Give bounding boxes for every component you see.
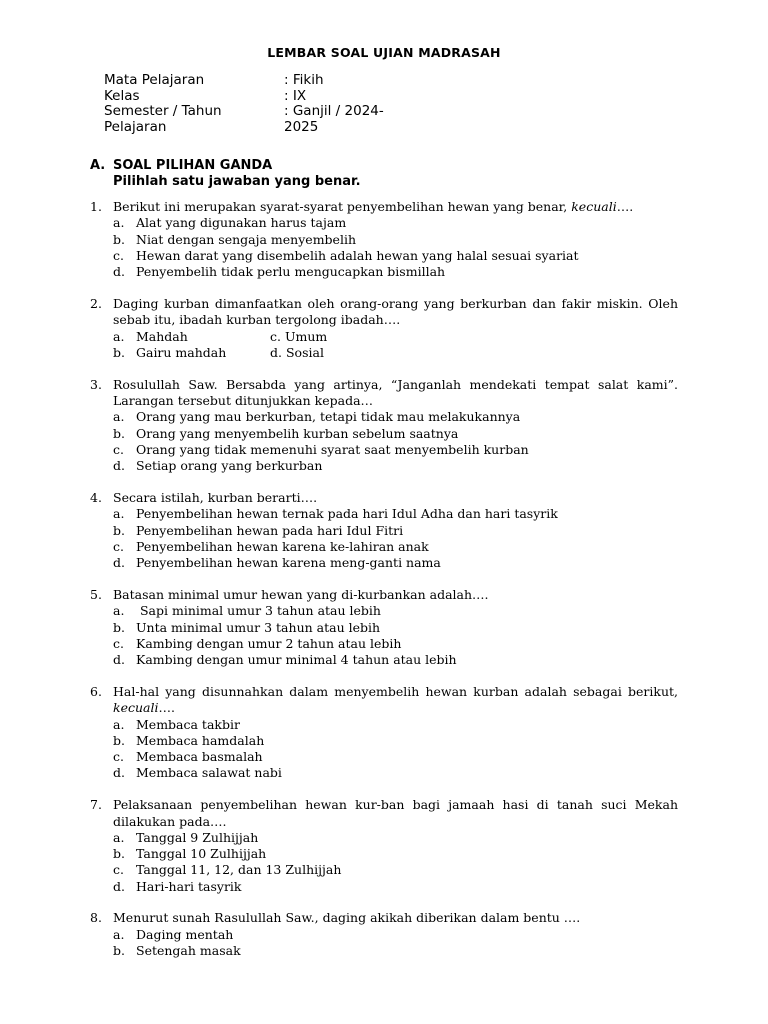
question-1 — [90, 199, 678, 280]
info-label: Kelas — [104, 87, 140, 104]
question-number: 4. — [90, 489, 102, 505]
question-number: 2. — [90, 295, 102, 311]
question-number: 7. — [90, 797, 102, 813]
question-text: Menurut sunah Rasulullah Saw., daging akikah diberikan dalam bentu …. — [113, 910, 581, 926]
info-value: : Ganjil / 2024- — [284, 103, 384, 119]
option-b: b. Tanggal 10 Zulhijjah — [113, 846, 267, 862]
question-3 — [90, 377, 678, 475]
section-instruction: Pilihlah satu jawaban yang benar. — [113, 174, 361, 189]
question-text: Rosulullah Saw. Bersabda yang artinya, “Janganlah mendekati tempat salat kami”. Larangan tersebut ditunjukkan kepada… — [113, 376, 678, 408]
option-a: a. Membaca takbir — [113, 716, 240, 732]
question-8 — [90, 910, 678, 959]
option-b: b. Membaca hamdalah — [113, 732, 265, 748]
option-d: d. Membaca salawat nabi — [113, 765, 282, 781]
option-a: a. Daging mentah — [113, 926, 234, 942]
option-c: c. Hewan darat yang disembelih adalah hewan yang halal sesuai syariat — [113, 247, 579, 263]
option-a: a. Mahdah — [113, 328, 188, 344]
info-value: : IX — [284, 87, 307, 104]
question-number: 5. — [90, 586, 102, 602]
question-list — [90, 199, 678, 975]
question-2 — [90, 296, 678, 361]
exam-info — [104, 73, 424, 135]
emphasis: kecuali — [571, 199, 617, 214]
info-row-class — [104, 89, 424, 105]
question-5 — [90, 587, 678, 668]
question-number: 3. — [90, 376, 102, 392]
question-text: Pelaksanaan penyembelihan hewan kur-ban bagi jamaah hasi di tanah suci Mekah dilakukan pada…. — [113, 797, 678, 829]
option-b: b. Setengah masak — [113, 943, 241, 959]
option-a: a. Penyembelihan hewan ternak pada hari Idul Adha dan hari tasyrik — [113, 506, 558, 522]
info-value: : Fikih — [284, 72, 324, 88]
info-label: Pelajaran — [104, 118, 167, 135]
info-value: 2025 — [284, 118, 319, 135]
question-4 — [90, 490, 678, 571]
option-d: d. Kambing dengan umur minimal 4 tahun atau lebih — [113, 652, 457, 668]
section-heading — [90, 158, 361, 190]
document-title: LEMBAR SOAL UJIAN MADRASAH — [267, 45, 501, 60]
option-d: d. Setiap orang yang berkurban — [113, 458, 323, 474]
option-c: c. Umum — [270, 328, 328, 344]
option-b: b. Niat dengan sengaja menyembelih — [113, 231, 356, 247]
option-d: d. Penyembelih tidak perlu mengucapkan bismillah — [113, 264, 446, 280]
question-number: 1. — [90, 199, 102, 214]
option-b: b. Orang yang menyembelih kurban sebelum saatnya — [113, 425, 459, 441]
option-a: a. Alat yang digunakan harus tajam — [113, 215, 347, 231]
option-d: d. Penyembelihan hewan karena meng-ganti nama — [113, 555, 441, 571]
question-number: 6. — [90, 683, 102, 699]
question-number: 8. — [90, 910, 102, 926]
info-label: Semester / Tahun — [104, 103, 222, 119]
option-c: c. Membaca basmalah — [113, 749, 263, 765]
question-text: Berikut ini merupakan syarat-syarat penyembelihan hewan yang benar, kecuali…. — [113, 199, 634, 214]
question-6 — [90, 684, 678, 782]
option-c: c. Tanggal 11, 12, dan 13 Zulhijjah — [113, 862, 342, 878]
section-letter: A. — [90, 158, 106, 173]
info-row-semester — [104, 104, 424, 120]
option-c: c. Penyembelihan hewan karena ke-lahiran anak — [113, 538, 429, 554]
option-c: c. Kambing dengan umur 2 tahun atau lebih — [113, 635, 402, 651]
option-a: a. Sapi minimal umur 3 tahun atau lebih — [113, 603, 381, 619]
question-text: Hal-hal yang disunnahkan dalam menyembelih hewan kurban adalah sebagai berikut, kecuali…. — [113, 683, 678, 716]
info-row-subject — [104, 73, 424, 89]
question-text: Secara istilah, kurban berarti…. — [113, 489, 318, 505]
info-row-year — [104, 120, 424, 136]
info-label: Mata Pelajaran — [104, 72, 205, 88]
section-title: SOAL PILIHAN GANDA — [113, 158, 273, 173]
question-text: Daging kurban dimanfaatkan oleh orang-orang yang berkurban dan fakir miskin. Oleh sebab itu, ibadah kurban tergolong ibadah…. — [113, 295, 678, 328]
option-d: d. Sosial — [270, 344, 324, 360]
question-text: Batasan minimal umur hewan yang di-kurbankan adalah…. — [113, 586, 489, 602]
option-a: a. Orang yang mau berkurban, tetapi tidak mau melakukannya — [113, 409, 521, 425]
emphasis: kecuali — [113, 700, 159, 716]
option-b: b. Gairu mahdah — [113, 344, 227, 360]
option-d: d. Hari-hari tasyrik — [113, 878, 242, 894]
option-a: a. Tanggal 9 Zulhijjah — [113, 829, 259, 845]
question-7 — [90, 797, 678, 895]
option-c: c. Orang yang tidak memenuhi syarat saat menyembelih kurban — [113, 441, 529, 457]
option-b: b. Unta minimal umur 3 tahun atau lebih — [113, 619, 381, 635]
option-b: b. Penyembelihan hewan pada hari Idul Fitri — [113, 522, 404, 538]
